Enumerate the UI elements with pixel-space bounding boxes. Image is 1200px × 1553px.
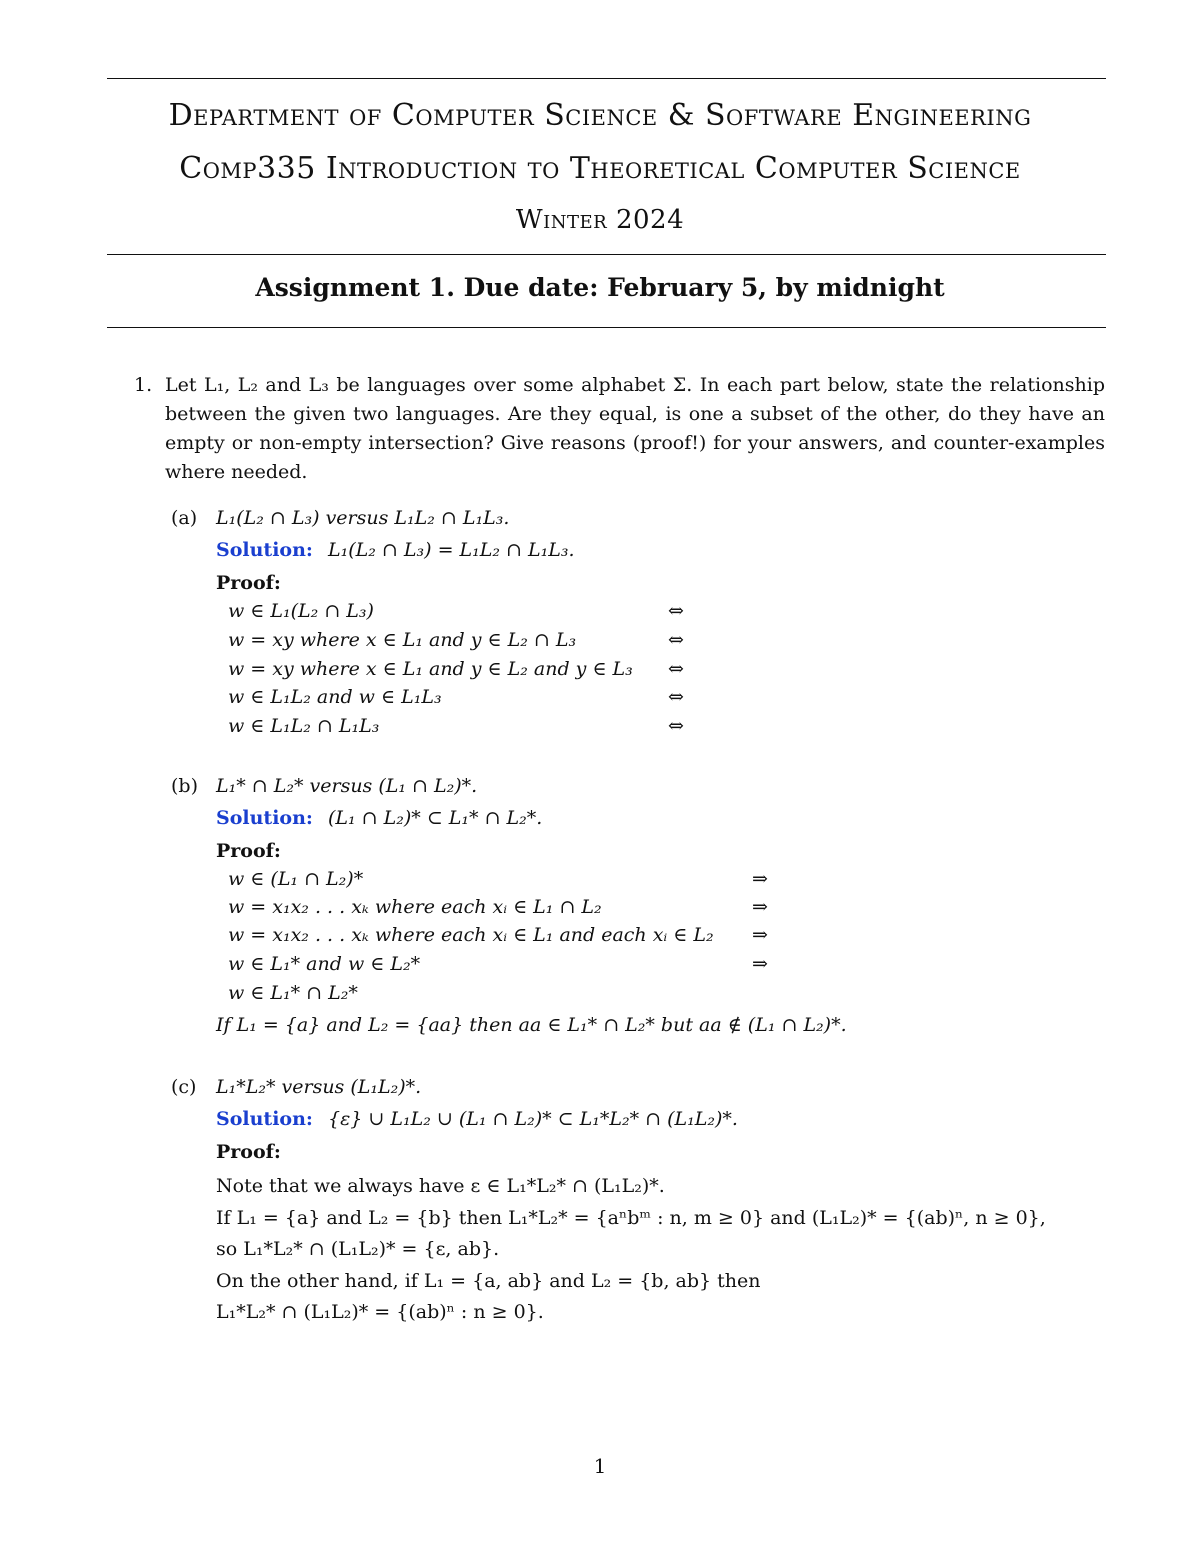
part-c-solution-label: Solution: bbox=[216, 1108, 313, 1130]
part-c-label: (c) bbox=[171, 1076, 197, 1098]
assignment-title: Assignment 1. Due date: February 5, by midnight bbox=[255, 273, 945, 302]
proof-step: w ∈ (L₁ ∩ L₂)* bbox=[228, 868, 364, 890]
part-b-label: (b) bbox=[171, 775, 198, 797]
part-a-solution-label: Solution: bbox=[216, 539, 313, 561]
iff-arrow: ⇔ bbox=[668, 629, 684, 651]
part-a-solution: L₁(L₂ ∩ L₃) = L₁L₂ ∩ L₁L₃. bbox=[328, 539, 575, 561]
question-number: 1. bbox=[134, 374, 153, 396]
part-c-solution: {ε} ∪ L₁L₂ ∪ (L₁ ∩ L₂)* ⊂ L₁*L₂* ∩ (L₁L₂)*. bbox=[328, 1108, 738, 1130]
part-b-counterexample: If L₁ = {a} and L₂ = {aa} then aa ∈ L₁* ∩ L₂* but aa ∉ (L₁ ∩ L₂)*. bbox=[216, 1014, 847, 1036]
assignment-rule bbox=[107, 327, 1106, 328]
iff-arrow: ⇔ bbox=[668, 658, 684, 680]
proof-step: w = x₁x₂ . . . xₖ where each xᵢ ∈ L₁ and each xᵢ ∈ L₂ bbox=[228, 924, 714, 946]
page-number: 1 bbox=[593, 1454, 607, 1478]
iff-arrow: ⇔ bbox=[668, 715, 684, 737]
part-b-solution-label: Solution: bbox=[216, 807, 313, 829]
proof-step: w ∈ L₁* and w ∈ L₂* bbox=[228, 953, 421, 975]
term-title: Winter 2024 bbox=[515, 205, 685, 235]
proof-line: If L₁ = {a} and L₂ = {b} then L₁*L₂* = {aⁿbᵐ : n, m ≥ 0} and (L₁L₂)* = {(ab)ⁿ, n ≥ 0}, bbox=[216, 1207, 1046, 1229]
proof-line: Note that we always have ε ∈ L₁*L₂* ∩ (L₁L₂)*. bbox=[216, 1175, 665, 1197]
part-c-proof-label: Proof: bbox=[216, 1141, 281, 1163]
proof-step: w ∈ L₁L₂ ∩ L₁L₃ bbox=[228, 715, 380, 737]
implies-arrow: ⇒ bbox=[752, 868, 768, 890]
iff-arrow: ⇔ bbox=[668, 686, 684, 708]
implies-arrow: ⇒ bbox=[752, 924, 768, 946]
part-c-statement: L₁*L₂* versus (L₁L₂)*. bbox=[216, 1076, 422, 1098]
department-title: Department of Computer Science & Software Engineering bbox=[168, 98, 1032, 133]
proof-step: w = x₁x₂ . . . xₖ where each xᵢ ∈ L₁ ∩ L₂ bbox=[228, 896, 602, 918]
proof-line: L₁*L₂* ∩ (L₁L₂)* = {(ab)ⁿ : n ≥ 0}. bbox=[216, 1301, 544, 1323]
proof-step: w ∈ L₁* ∩ L₂* bbox=[228, 982, 358, 1004]
question-text: Let L₁, L₂ and L₃ be languages over some alphabet Σ. In each part below, state the relationship between the given two languages. Are they equal, is one a subset of the other, do they have an empty or non-empty intersection? Give reasons (proof!) for your answers, and counter-examples where needed. bbox=[165, 374, 1105, 483]
proof-line: so L₁*L₂* ∩ (L₁L₂)* = {ε, ab}. bbox=[216, 1238, 500, 1260]
implies-arrow: ⇒ bbox=[752, 896, 768, 918]
part-b-proof-label: Proof: bbox=[216, 840, 281, 862]
part-b-solution: (L₁ ∩ L₂)* ⊂ L₁* ∩ L₂*. bbox=[328, 807, 543, 829]
part-a-statement: L₁(L₂ ∩ L₃) versus L₁L₂ ∩ L₁L₃. bbox=[216, 507, 510, 529]
proof-line: On the other hand, if L₁ = {a, ab} and L₂ = {b, ab} then bbox=[216, 1270, 761, 1292]
proof-step: w ∈ L₁L₂ and w ∈ L₁L₃ bbox=[228, 686, 442, 708]
proof-step: w = xy where x ∈ L₁ and y ∈ L₂ and y ∈ L₃ bbox=[228, 658, 633, 680]
proof-step: w = xy where x ∈ L₁ and y ∈ L₂ ∩ L₃ bbox=[228, 629, 577, 651]
header-rule bbox=[107, 254, 1106, 255]
iff-arrow: ⇔ bbox=[668, 600, 684, 622]
part-a-proof-label: Proof: bbox=[216, 572, 281, 594]
part-b-statement: L₁* ∩ L₂* versus (L₁ ∩ L₂)*. bbox=[216, 775, 478, 797]
top-rule bbox=[107, 78, 1106, 79]
course-title: Comp335 Introduction to Theoretical Computer Science bbox=[179, 151, 1021, 186]
part-a-label: (a) bbox=[171, 507, 198, 529]
proof-step: w ∈ L₁(L₂ ∩ L₃) bbox=[228, 600, 374, 622]
implies-arrow: ⇒ bbox=[752, 953, 768, 975]
